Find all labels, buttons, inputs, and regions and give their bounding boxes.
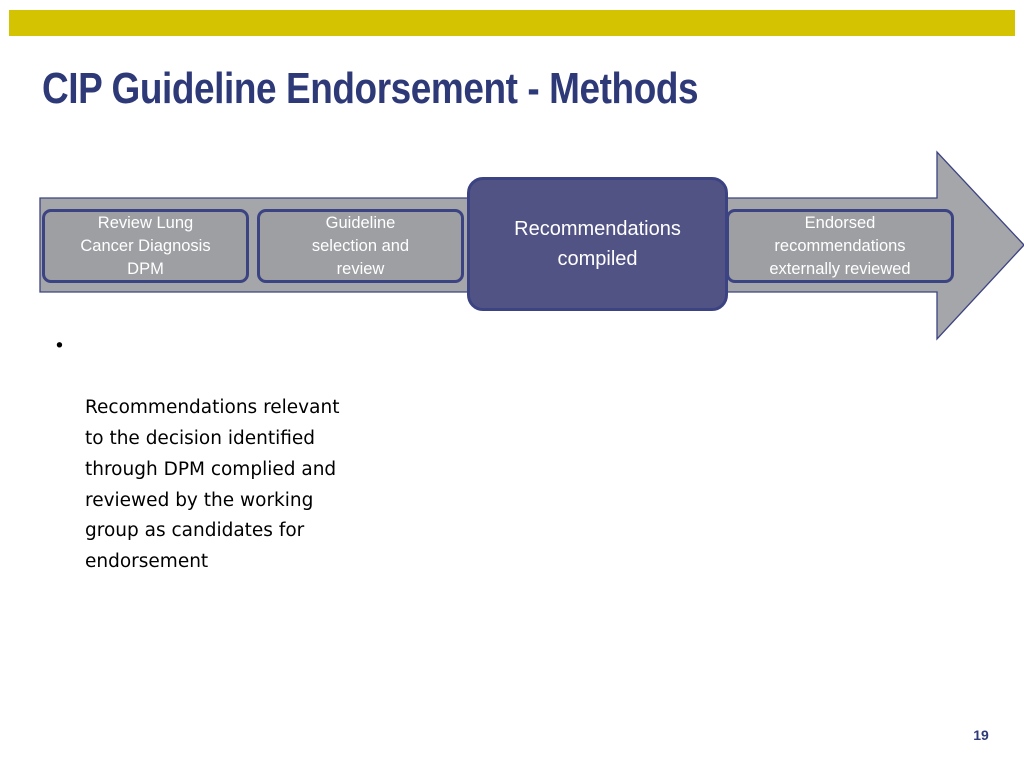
slide-title: CIP Guideline Endorsement - Methods	[42, 64, 699, 113]
page-number: 19	[973, 727, 989, 743]
process-step-label: Recommendations compiled	[514, 218, 681, 270]
process-step-recommendations-compiled	[467, 177, 728, 311]
bullet-marker: •	[54, 336, 65, 357]
process-step-external-review	[726, 209, 954, 283]
process-step-label: Guideline selection and review	[311, 213, 410, 278]
bullet-text: Recommendations relevant to the decision identified through DPM complied and reviewed by the working group as candidates for endorsement	[85, 397, 340, 572]
process-step-label: Review Lung Cancer Diagnosis DPM	[80, 213, 211, 278]
bullet-item	[52, 332, 392, 578]
process-step-label: Endorsed recommendations externally reviewed	[769, 213, 911, 278]
bullet-list	[52, 332, 392, 578]
process-step-guideline-selection	[257, 209, 464, 283]
process-step-review-dpm	[42, 209, 249, 283]
